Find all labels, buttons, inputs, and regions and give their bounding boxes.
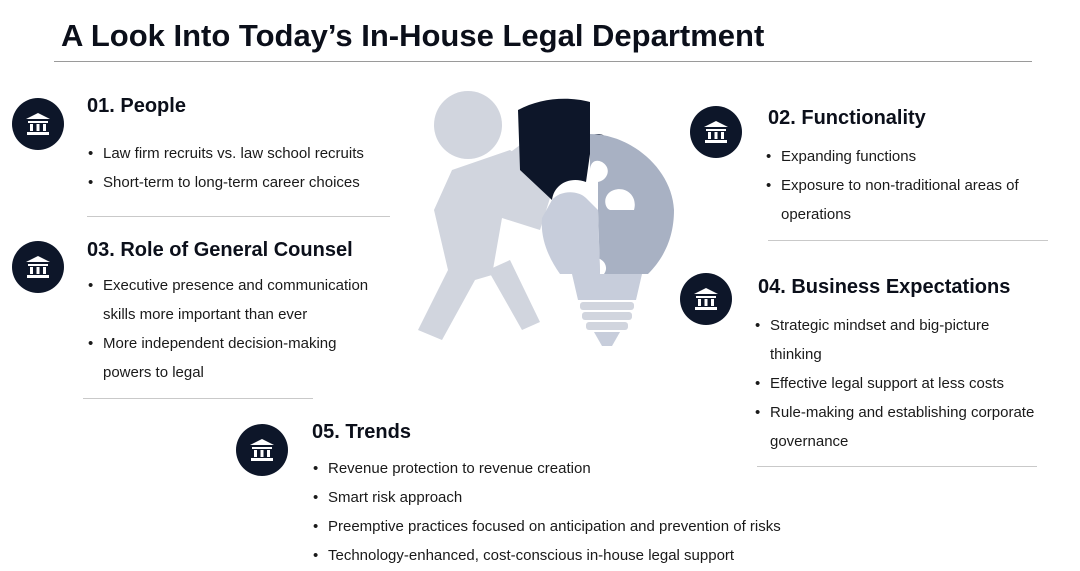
list-item: • Effective legal support at less costs <box>755 369 1034 398</box>
list-item: • Strategic mindset and big-picture <box>755 311 1034 340</box>
list-item: • Smart risk approach <box>313 483 781 512</box>
list-item: • Rule-making and establishing corporate <box>755 398 1034 427</box>
bank-building-icon <box>12 241 64 293</box>
puzzle-piece-top-right <box>590 134 674 210</box>
list-item: • Technology-enhanced, cost-conscious in-house legal support <box>313 541 781 570</box>
bank-building-icon <box>236 424 288 476</box>
business-expectations-list <box>755 311 1034 456</box>
business-expectations-heading: 04. Business Expectations <box>758 276 1011 298</box>
list-item-continuation: thinking <box>770 346 822 363</box>
general-counsel-heading: 03. Role of General Counsel <box>87 239 353 261</box>
list-item: • Law firm recruits vs. law school recruits <box>88 139 364 168</box>
lightbulb-base-ring-1 <box>580 302 634 310</box>
section-divider <box>757 466 1037 467</box>
list-item: • Exposure to non-traditional areas of <box>766 171 1019 200</box>
page-title: A Look Into Today’s In-House Legal Department <box>61 18 765 53</box>
list-item: • More independent decision-making <box>88 329 368 358</box>
functionality-heading: 02. Functionality <box>768 107 926 129</box>
list-item-continuation: operations <box>781 206 852 223</box>
lightbulb-base-ring-2 <box>582 312 632 320</box>
bank-building-icon <box>12 98 64 150</box>
list-item: • Short-term to long-term career choices <box>88 168 364 197</box>
list-item: • Expanding functions <box>766 142 1019 171</box>
list-item-continuation: governance <box>770 433 849 450</box>
list-item: • Preemptive practices focused on anticipation and prevention of risks <box>313 512 781 541</box>
list-item: • Revenue protection to revenue creation <box>313 454 781 483</box>
functionality-list <box>766 142 1019 229</box>
lightbulb-base-ring-3 <box>586 322 628 330</box>
section-divider <box>768 240 1048 241</box>
title-divider <box>54 61 1032 62</box>
bank-building-icon <box>690 106 742 158</box>
general-counsel-list <box>88 271 368 387</box>
list-item-continuation: skills more important than ever <box>103 306 308 323</box>
bank-building-icon <box>680 273 732 325</box>
people-heading: 01. People <box>87 95 186 117</box>
list-item-continuation: powers to legal <box>103 364 204 381</box>
trends-list <box>313 454 781 570</box>
section-divider <box>87 216 390 217</box>
lightbulb-neck <box>572 274 642 300</box>
people-list <box>88 139 364 197</box>
list-item: • Executive presence and communication <box>88 271 368 300</box>
puzzle-piece-left <box>542 192 600 274</box>
lightbulb-tip <box>594 332 620 346</box>
trends-heading: 05. Trends <box>312 421 411 443</box>
section-divider <box>83 398 313 399</box>
person-pushing-puzzle-lightbulb-illustration <box>390 90 690 360</box>
